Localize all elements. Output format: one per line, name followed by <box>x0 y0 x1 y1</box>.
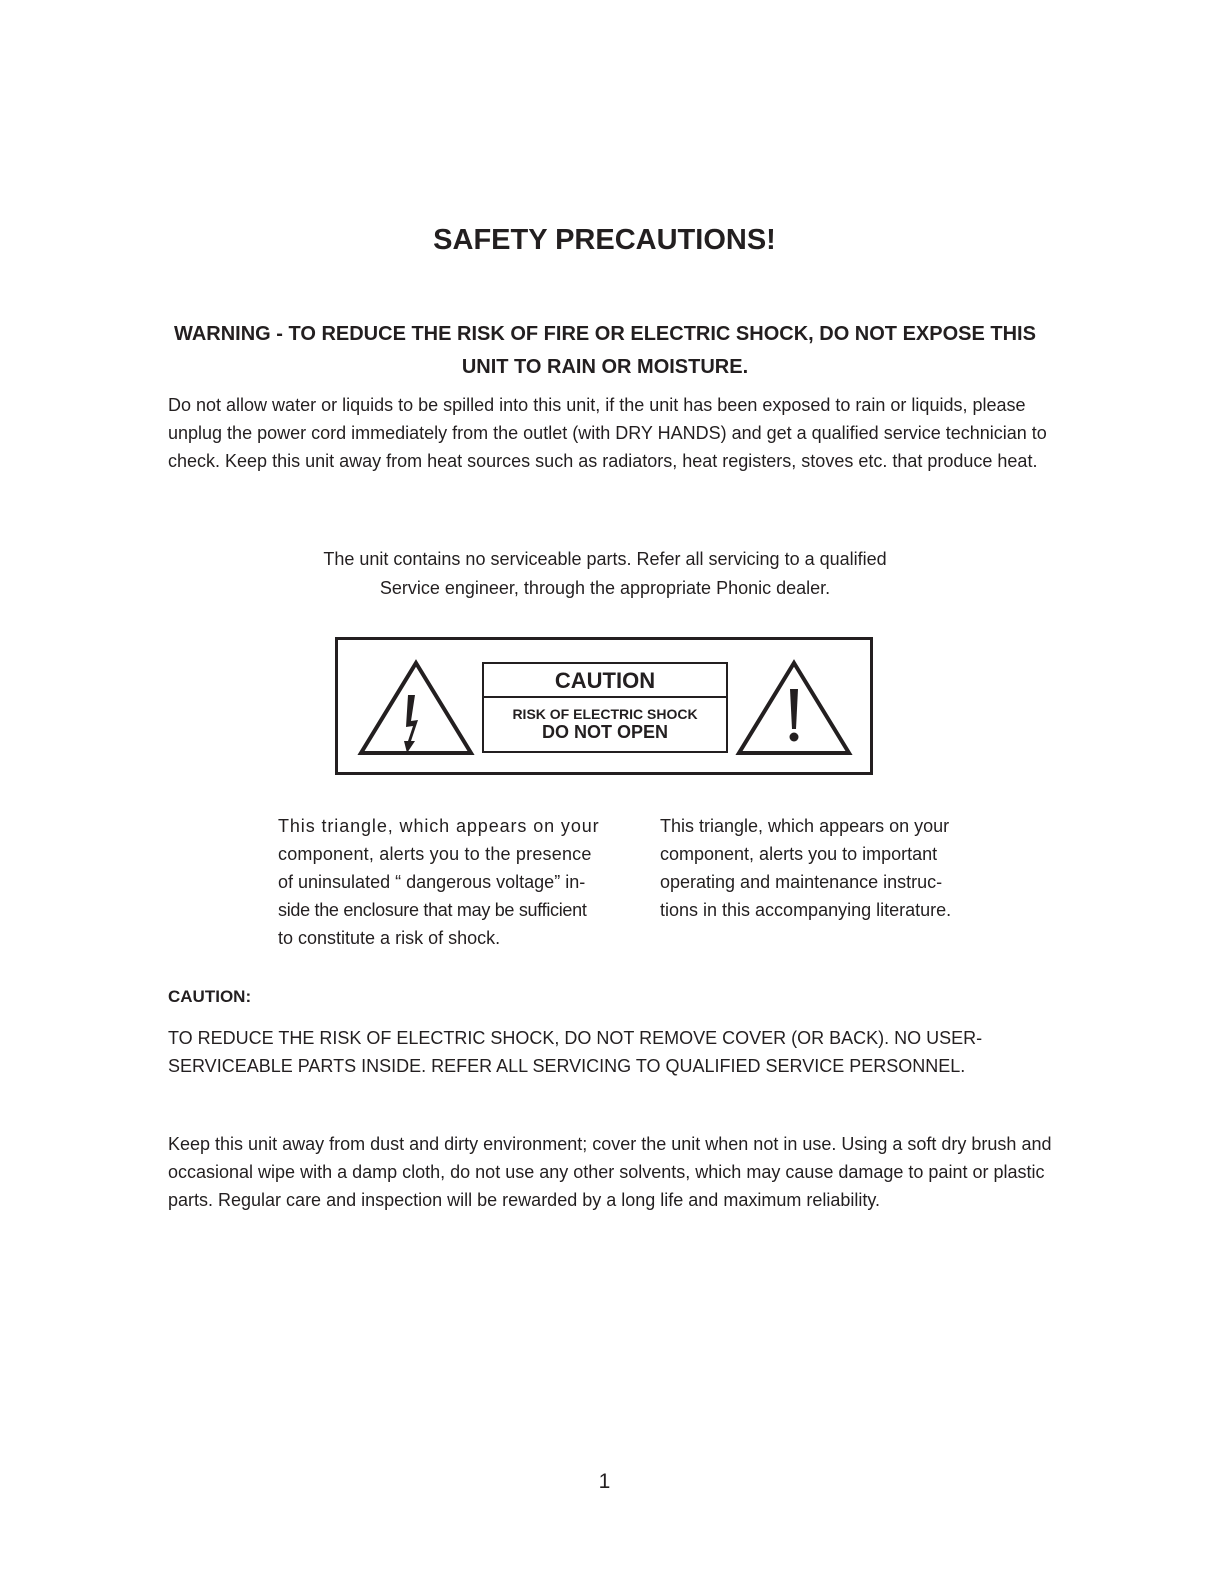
lightning-symbol-explanation <box>278 812 603 952</box>
exclamation-symbol-explanation <box>660 812 960 924</box>
caution-heading: CAUTION <box>484 664 726 698</box>
page-number: 1 <box>598 1470 611 1493</box>
warning-line-1: WARNING - TO REDUCE THE RISK OF FIRE OR ELECTRIC SHOCK, DO NOT EXPOSE THIS <box>174 323 1036 345</box>
explanation-line: This triangle, which appears on your <box>660 816 950 836</box>
lightning-warning-triangle-icon <box>357 659 475 757</box>
page-title: SAFETY PRECAUTIONS! <box>433 224 776 256</box>
warning-heading <box>150 318 1060 384</box>
risk-of-electric-shock-text: RISK OF ELECTRIC SHOCK <box>512 706 698 722</box>
service-note <box>250 545 960 603</box>
explanation-line: side the enclosure that may be sufficient <box>278 900 587 920</box>
exclamation-warning-triangle-icon <box>735 659 853 757</box>
care-paragraph: Keep this unit away from dust and dirty environment; cover the unit when not in use. Using a soft dry brush and occasional wipe with a damp cloth, do not use any other solvents, which may cause damage to paint or plastic parts. Regular care and inspection will be rewarded by a long life and maximum reliability. <box>168 1134 1052 1210</box>
caution-label-panel <box>335 637 873 775</box>
service-note-line-2: Service engineer, through the appropriate Phonic dealer. <box>379 578 831 598</box>
moisture-paragraph: Do not allow water or liquids to be spilled into this unit, if the unit has been exposed to rain or liquids, please unplug the power cord immediately from the outlet (with DRY HANDS) and get a qualified service technician to check. Keep this unit away from heat sources such as radiators, heat registers, stoves etc. that produce heat. <box>168 395 1047 471</box>
explanation-line: This triangle, which appears on your <box>278 816 600 836</box>
caution-section-label: CAUTION: <box>168 987 252 1006</box>
explanation-line: of uninsulated “ dangerous voltage” in- <box>278 872 586 892</box>
do-not-open-text: DO NOT OPEN <box>541 722 668 742</box>
explanation-line: tions in this accompanying literature. <box>660 900 952 920</box>
explanation-line: component, alerts you to the presence <box>278 844 592 864</box>
caution-text-box <box>482 662 728 753</box>
explanation-line: component, alerts you to important <box>660 844 938 864</box>
service-note-line-1: The unit contains no serviceable parts. Refer all servicing to a qualified <box>323 549 887 569</box>
explanation-line: to constitute a risk of shock. <box>278 928 501 948</box>
warning-line-2: UNIT TO RAIN OR MOISTURE. <box>461 356 749 378</box>
caution-section-text: TO REDUCE THE RISK OF ELECTRIC SHOCK, DO NOT REMOVE COVER (OR BACK). NO USER-SERVICEABLE PARTS INSIDE. REFER ALL SERVICING TO QUALIFIED SERVICE PERSONNEL. <box>168 1028 983 1076</box>
explanation-line: operating and maintenance instruc- <box>660 872 943 892</box>
